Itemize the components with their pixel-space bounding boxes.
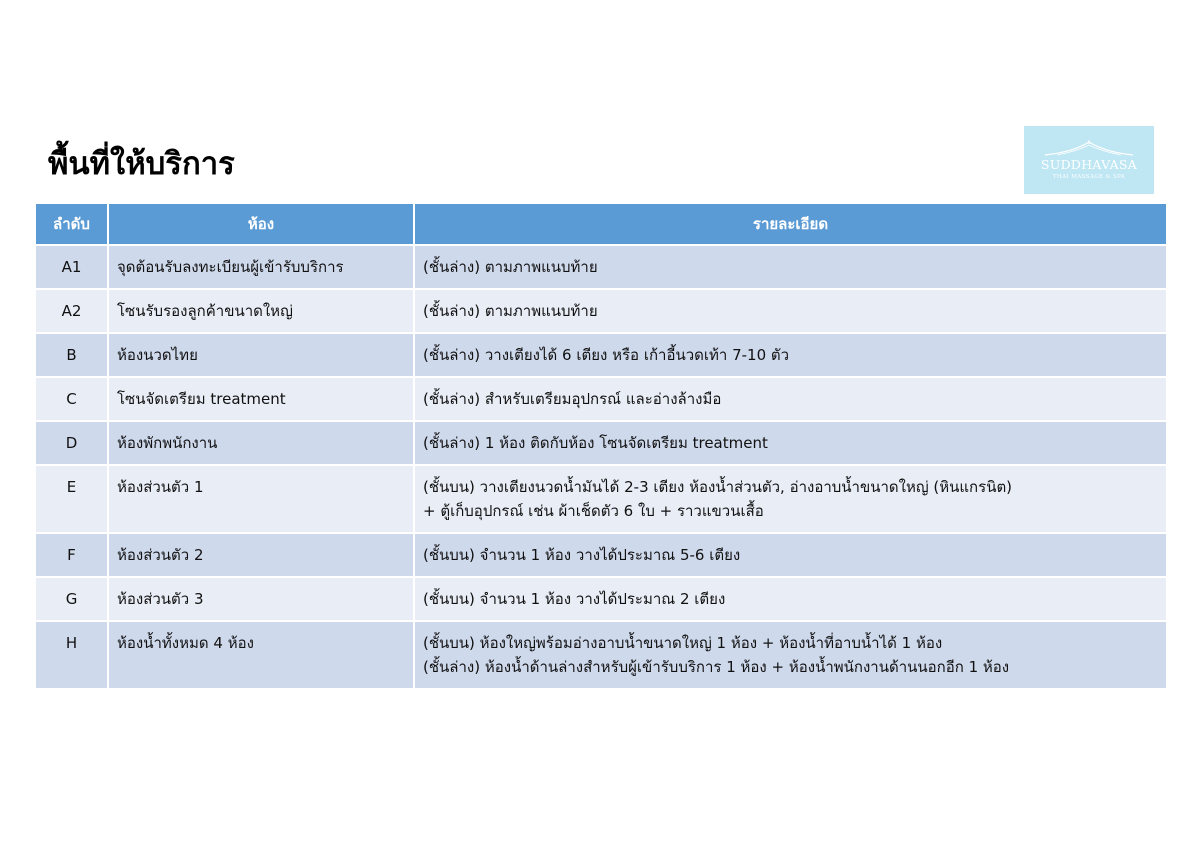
row-room: ห้องส่วนตัว 1	[108, 465, 414, 533]
table-row	[36, 533, 1166, 577]
row-room: โซนจัดเตรียม treatment	[108, 377, 414, 421]
detail-line: (ชั้นล่าง) ตามภาพแนบท้าย	[423, 258, 598, 276]
row-no: G	[36, 577, 108, 621]
row-details	[414, 333, 1166, 377]
row-no: D	[36, 421, 108, 465]
header-no: ลำดับ	[36, 204, 108, 245]
row-room: ห้องพักพนักงาน	[108, 421, 414, 465]
row-no: A2	[36, 289, 108, 333]
logo-name: SUDDHAVASA	[1040, 157, 1138, 172]
row-room: ห้องส่วนตัว 2	[108, 533, 414, 577]
detail-line: (ชั้นล่าง) สำหรับเตรียมอุปกรณ์ และอ่างล้างมือ	[423, 390, 722, 408]
row-no: B	[36, 333, 108, 377]
table-row	[36, 377, 1166, 421]
detail-line: (ชั้นบน) จำนวน 1 ห้อง วางได้ประมาณ 5-6 เตียง	[423, 546, 741, 564]
detail-line: + ตู้เก็บอุปกรณ์ เช่น ผ้าเช็ดตัว 6 ใบ + ราวแขวนเสื้อ	[423, 502, 764, 520]
detail-line: (ชั้นล่าง) ตามภาพแนบท้าย	[423, 302, 598, 320]
detail-line: (ชั้นล่าง) 1 ห้อง ติดกับห้อง โซนจัดเตรียม treatment	[423, 434, 768, 452]
row-details	[414, 377, 1166, 421]
row-room: ห้องน้ำทั้งหมด 4 ห้อง	[108, 621, 414, 688]
table-row	[36, 621, 1166, 688]
table-row	[36, 421, 1166, 465]
row-no: F	[36, 533, 108, 577]
page-title: พื้นที่ให้บริการ	[48, 146, 235, 182]
detail-line: (ชั้นล่าง) ห้องน้ำด้านล่างสำหรับผู้เข้ารับบริการ 1 ห้อง + ห้องน้ำพนักงานด้านนอกอีก 1 ห้อง	[423, 658, 1010, 676]
row-details	[414, 289, 1166, 333]
pavilion-roof-icon	[1043, 140, 1135, 156]
row-no: C	[36, 377, 108, 421]
row-details	[414, 621, 1166, 688]
row-no: E	[36, 465, 108, 533]
table-row	[36, 245, 1166, 289]
row-room: ห้องนวดไทย	[108, 333, 414, 377]
detail-line: (ชั้นบน) วางเตียงนวดน้ำมันได้ 2-3 เตียง ห้องน้ำส่วนตัว, อ่างอาบน้ำขนาดใหญ่ (หินแกรนิต)	[423, 478, 1013, 496]
row-details	[414, 245, 1166, 289]
service-areas-table	[36, 204, 1166, 688]
logo-tagline: THAI MASSAGE & SPA	[1052, 174, 1126, 180]
table-header-row	[36, 204, 1166, 245]
row-details	[414, 533, 1166, 577]
table-row	[36, 289, 1166, 333]
header-room: ห้อง	[108, 204, 414, 245]
detail-line: (ชั้นบน) จำนวน 1 ห้อง วางได้ประมาณ 2 เตียง	[423, 590, 726, 608]
row-room: จุดต้อนรับลงทะเบียนผู้เข้ารับบริการ	[108, 245, 414, 289]
row-room: โซนรับรองลูกค้าขนาดใหญ่	[108, 289, 414, 333]
row-details	[414, 465, 1166, 533]
row-details	[414, 421, 1166, 465]
detail-line: (ชั้นล่าง) วางเตียงได้ 6 เตียง หรือ เก้าอี้นวดเท้า 7-10 ตัว	[423, 346, 790, 364]
suddhavasa-logo	[1024, 126, 1154, 194]
table-row	[36, 333, 1166, 377]
table-row	[36, 577, 1166, 621]
detail-line: (ชั้นบน) ห้องใหญ่พร้อมอ่างอาบน้ำขนาดใหญ่ 1 ห้อง + ห้องน้ำที่อาบน้ำได้ 1 ห้อง	[423, 634, 943, 652]
row-room: ห้องส่วนตัว 3	[108, 577, 414, 621]
row-no: H	[36, 621, 108, 688]
row-details	[414, 577, 1166, 621]
header-details: รายละเอียด	[414, 204, 1166, 245]
table-row	[36, 465, 1166, 533]
row-no: A1	[36, 245, 108, 289]
